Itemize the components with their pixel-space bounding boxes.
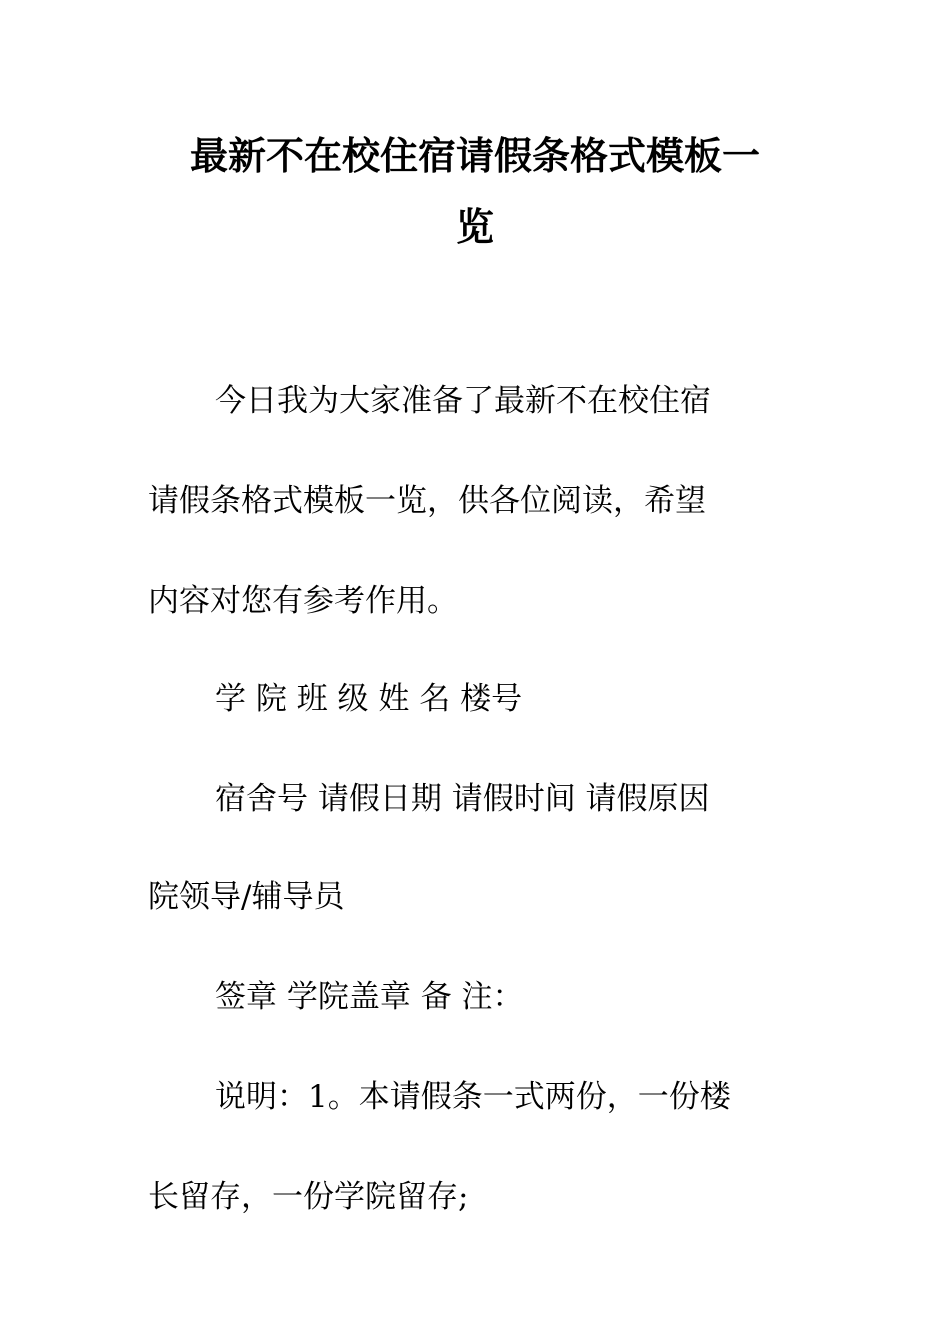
form-fields-row-4: 签章 学院盖章 备 注：: [215, 979, 524, 1015]
note-line-1: 说明：1。本请假条一式两份，一份楼: [215, 1079, 731, 1115]
body-line-intro-1: 今日我为大家准备了最新不在校住宿: [215, 383, 711, 419]
form-fields-row-2: 宿舍号 请假日期 请假时间 请假原因: [215, 781, 710, 817]
form-fields-row-1: 学 院 班 级 姓 名 楼号: [215, 681, 523, 717]
body-line-intro-3: 内容对您有参考作用。: [148, 583, 458, 619]
note-line-2: 长留存，一份学院留存;: [148, 1179, 469, 1215]
form-fields-row-3: 院领导/辅导员: [148, 879, 345, 915]
document-title-line-1: 最新不在校住宿请假条格式模板一: [189, 133, 760, 178]
body-line-intro-2: 请假条格式模板一览，供各位阅读，希望: [148, 483, 706, 519]
document-title-line-2: 览: [455, 204, 494, 249]
